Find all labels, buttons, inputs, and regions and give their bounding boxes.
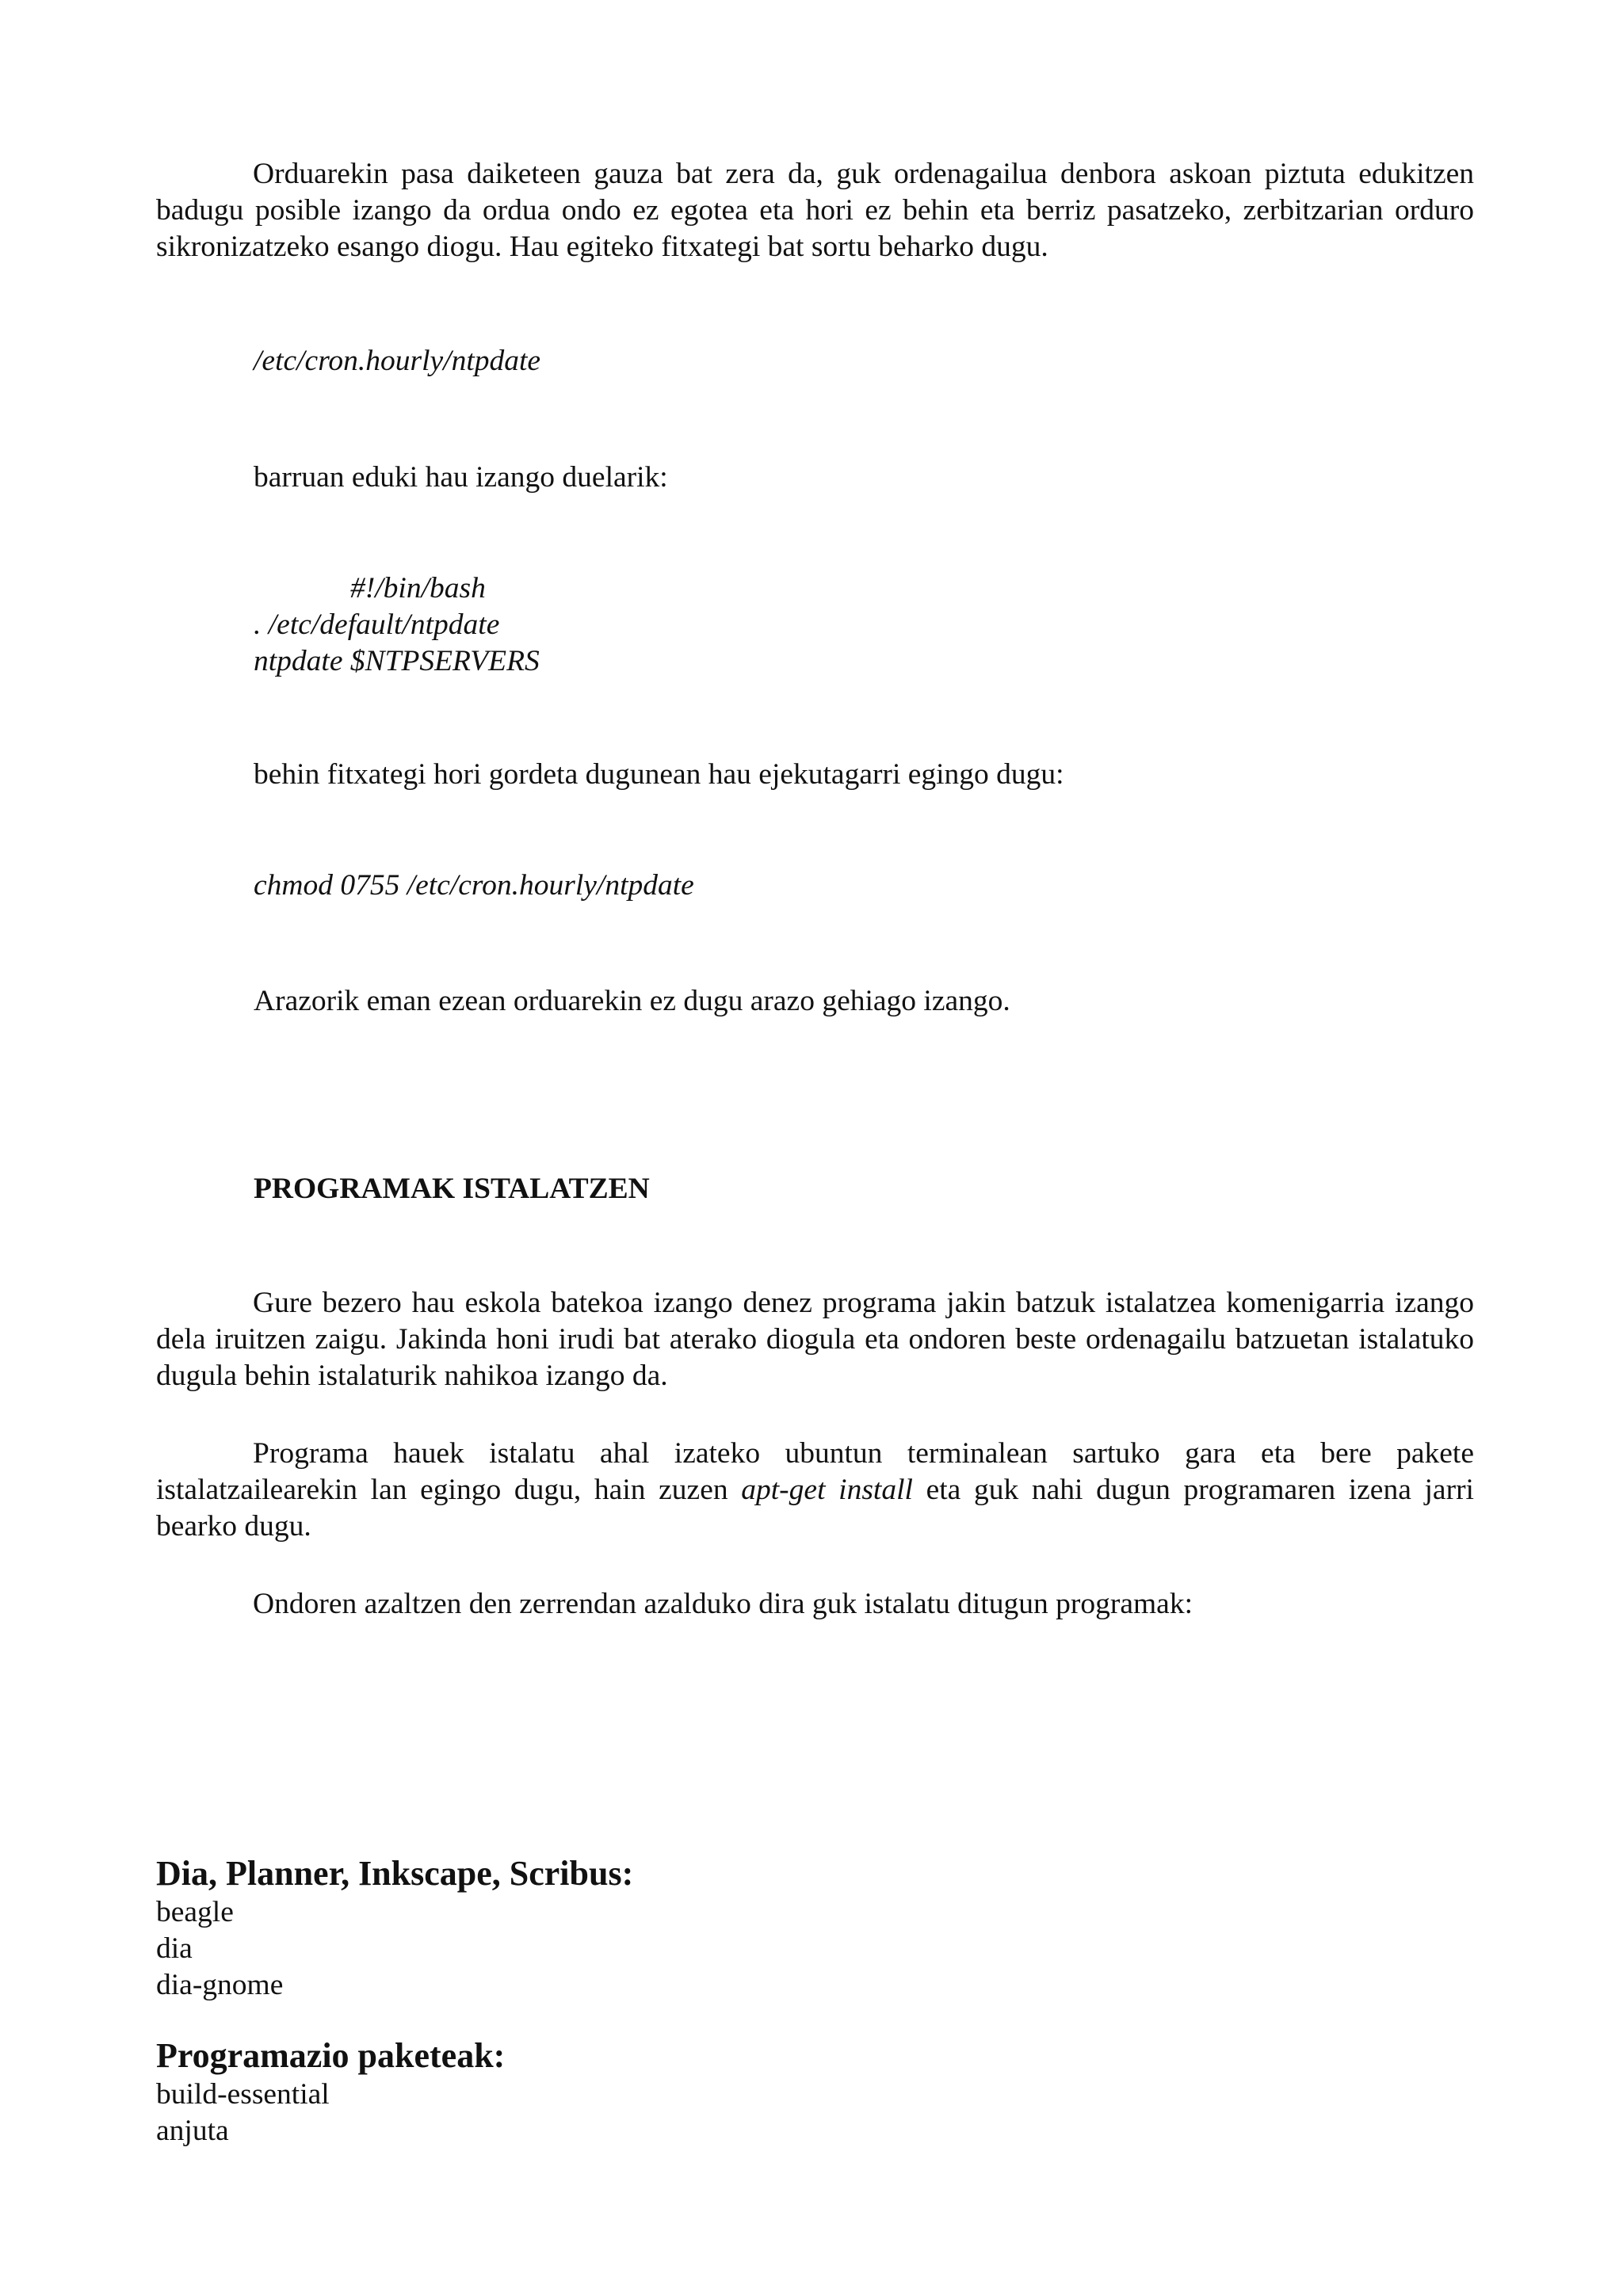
list-item: dia [156,1932,193,1965]
paragraph-client: Gure bezero hau eskola batekoa izango denez programa jakin batzuk istalatzea komenigarria izango dela iruitzen zaigu. Jakinda honi irudi bat aterako diogula eta ondoren beste ordenagailu batzuetan istalatuko dugula behin istalaturik nahikoa izango da. [156,1287,1474,1392]
list-item: beagle [156,1896,234,1928]
list-item: build-essential [156,2078,330,2111]
install-command: apt-get install [741,1474,913,1506]
exec-intro: behin fitxategi hori gordeta dugunean hau ejekutagarri egingo dugu: [254,758,1064,791]
install-text-after: eta guk nahi dugun programaren izena jarri bearko dugu. [156,1474,1474,1543]
script-block [254,570,540,680]
group-1-list [156,1894,283,2004]
paragraph-list-intro: Ondoren azaltzen den zerrendan azalduko dira guk istalatu ditugun programak: [253,1588,1193,1620]
section-heading: PROGRAMAK ISTALATZEN [254,1173,650,1205]
install-text-before: Programa hauek istalatu ahal izateko ubuntun terminalean sartuko gara eta bere pakete istalatzailearekin lan egingo dugu, hain zuzen [156,1437,1474,1506]
paragraph-install [156,1436,1474,1545]
file-path: /etc/cron.hourly/ntpdate [254,345,541,377]
chmod-command: chmod 0755 /etc/cron.hourly/ntpdate [254,869,694,902]
intro-paragraph: Orduarekin pasa daiketeen gauza bat zera da, guk ordenagailua denbora askoan piztuta edukitzen badugu posible izango da ordua ondo ez egotea eta hori ez behin eta berriz pasatzeko, zerbitzarian orduro sikronizatzeko esango diogu. Hau egiteko fitxategi bat sortu beharko dugu. [156,158,1474,263]
script-line-source: . /etc/default/ntpdate [254,608,500,641]
group-1-heading: Dia, Planner, Inkscape, Scribus: [156,1854,634,1893]
closing-sentence: Arazorik eman ezean orduarekin ez dugu arazo gehiago izango. [254,985,1010,1017]
group-2-list [156,2077,330,2149]
group-2-heading: Programazio paketeak: [156,2036,506,2075]
content-intro: barruan eduki hau izango duelarik: [254,461,668,494]
list-item: anjuta [156,2115,229,2147]
list-item: dia-gnome [156,1969,284,2001]
script-line-shebang: #!/bin/bash [350,572,486,605]
script-line-ntpdate: ntpdate $NTPSERVERS [254,645,540,677]
